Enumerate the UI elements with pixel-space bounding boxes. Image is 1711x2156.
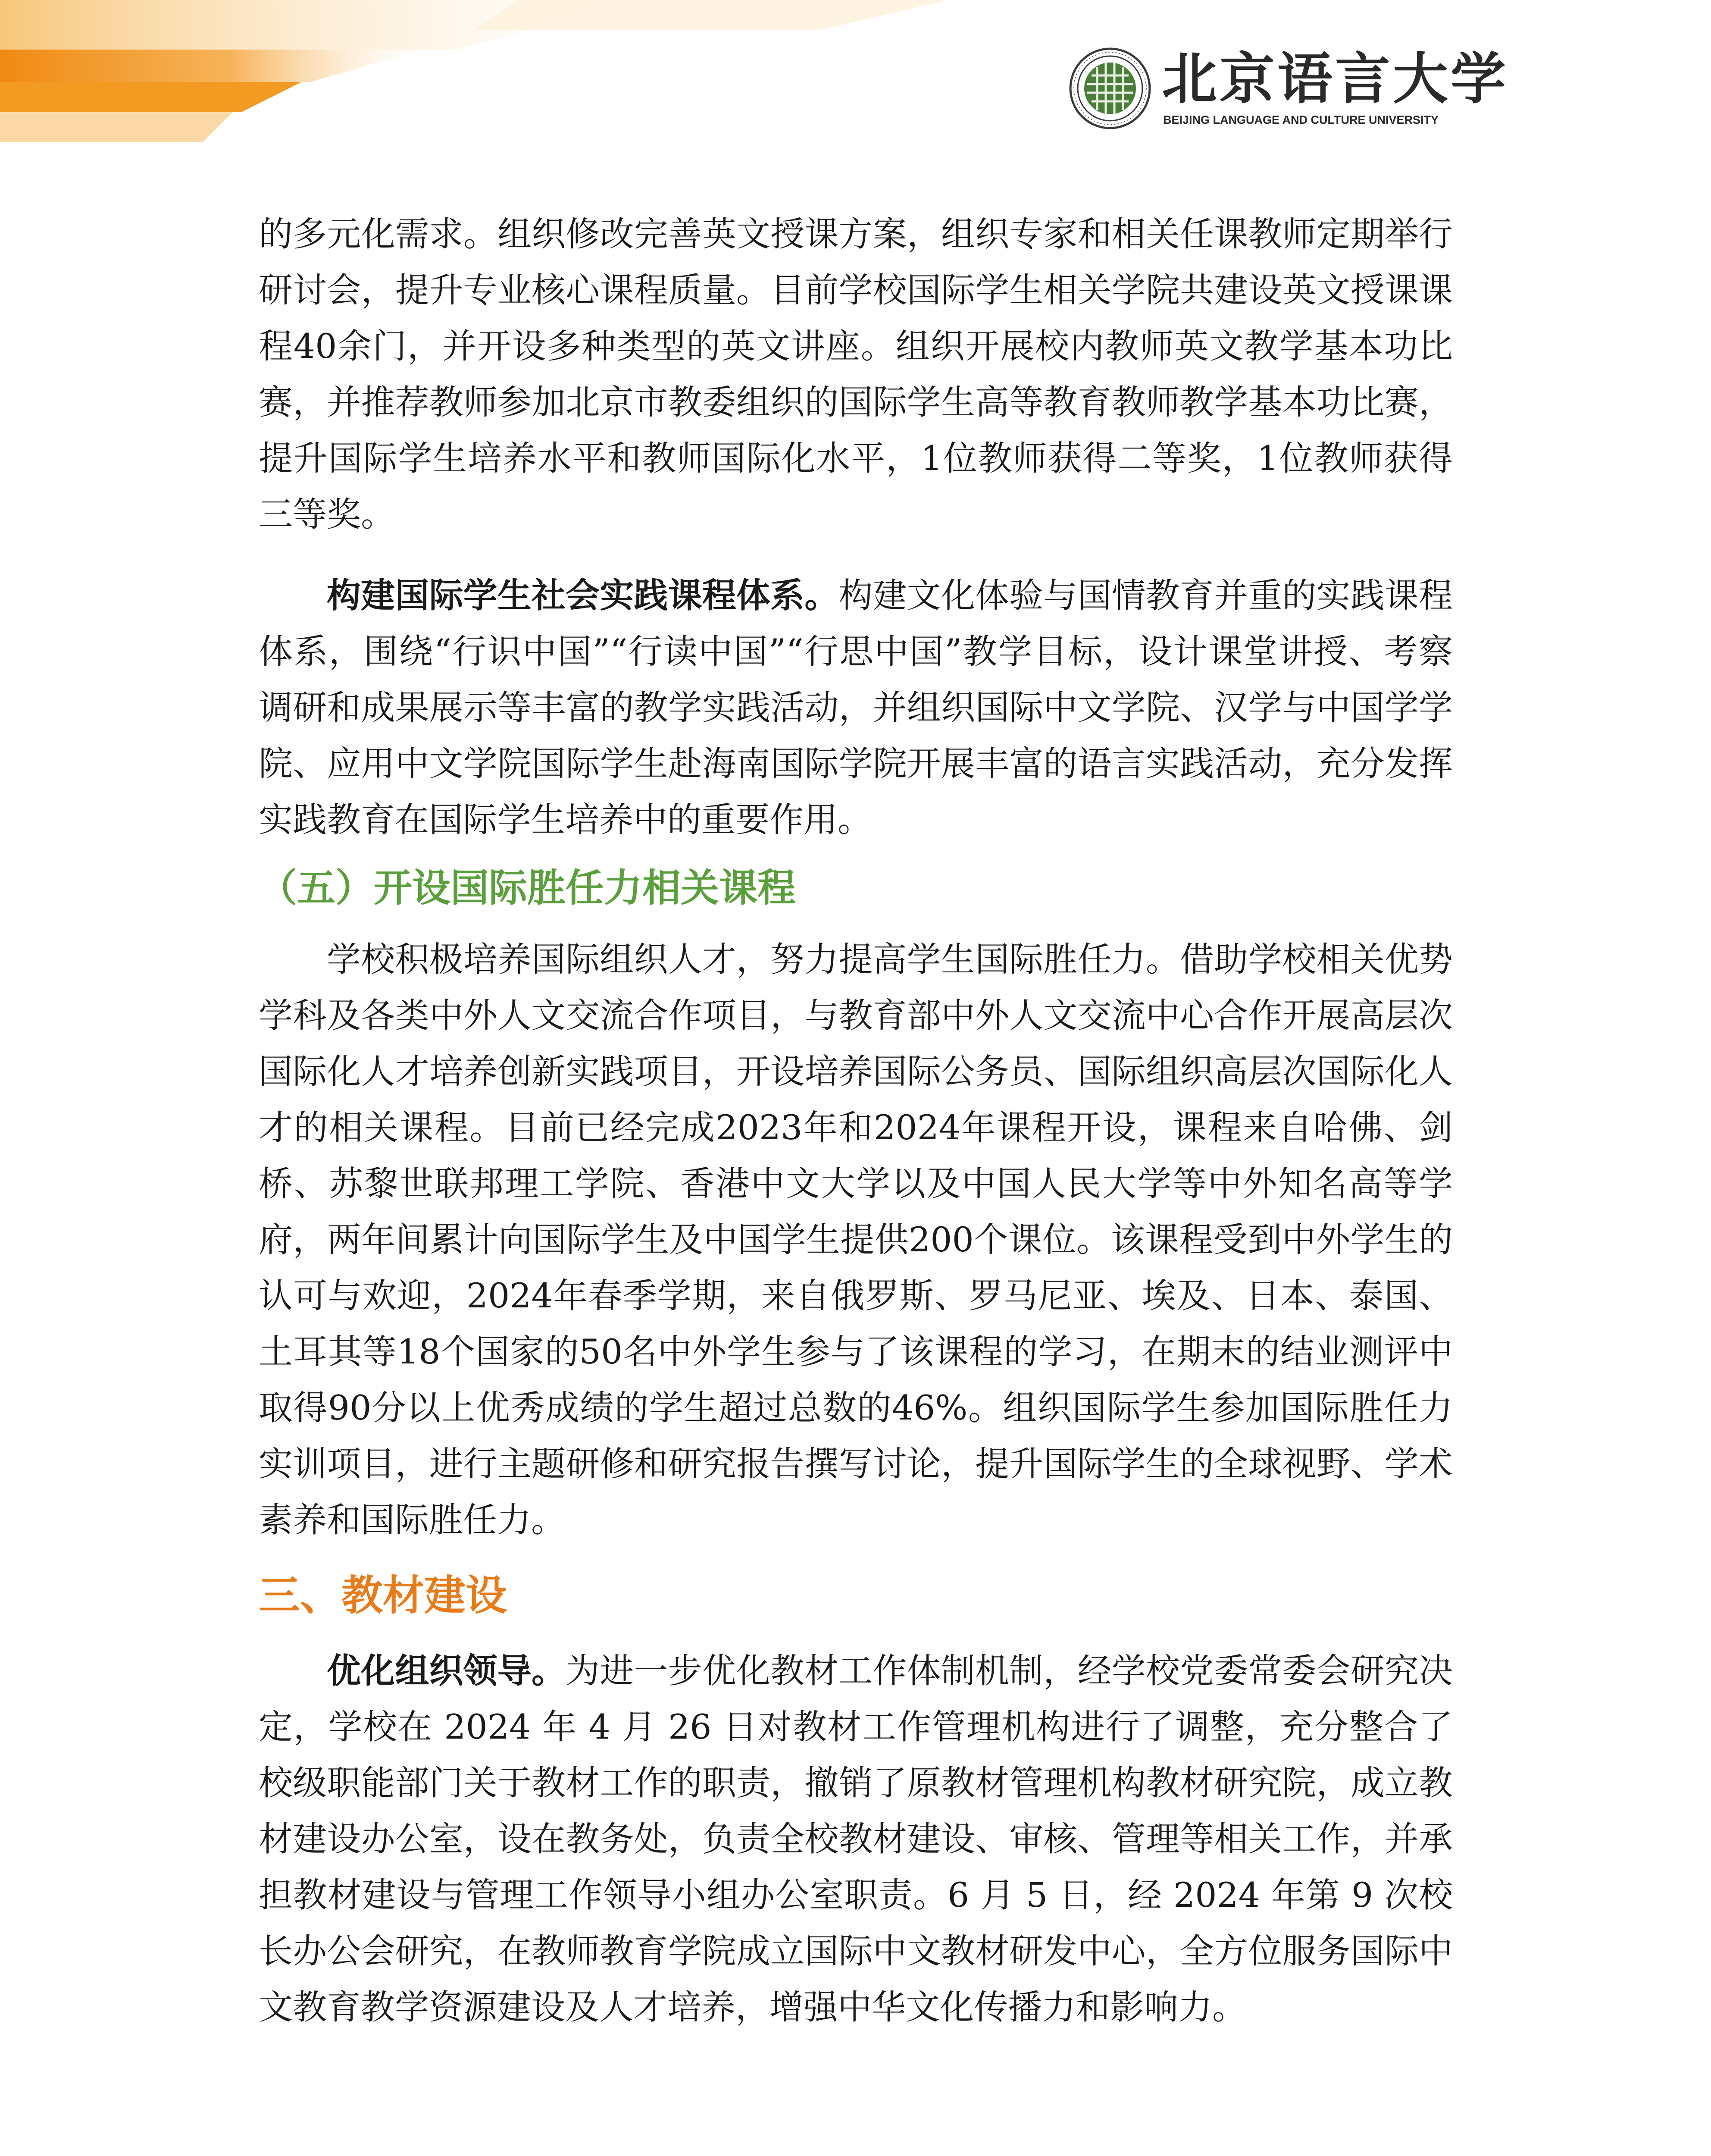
paragraph-text-social-practice: 构建文化体验与国情教育并重的实践课程体系，围绕“行识中国”“行读中国”“行思中国”教学目标，设计课堂讲授、考察调研和成果展示等丰富的教学实践活动，并组织国际中文学院、汉学与中国学学院、应用中文学院国际学生赴海南国际学院开展丰富的语言实践活动，充分发挥实践教育在国际学生培养中的重要作用。 bbox=[259, 576, 1453, 840]
paragraph-organization-leadership bbox=[259, 1643, 1453, 2035]
university-seal-icon bbox=[1069, 47, 1151, 129]
paragraph-global-competence: 学校积极培养国际组织人才，努力提高学生国际胜任力。借助学校相关优势学科及各类中外人文交流合作项目，与教育部中外人文交流中心合作开展高层次国际化人才培养创新实践项目，开设培养国际公务员、国际组织高层次国际化人才的相关课程。目前已经完成2023年和2024年课程开设，课程来自哈佛、剑桥、苏黎世联邦理工学院、香港中文大学以及中国人民大学等中外知名高等学府，两年间累计向国际学生及中国学生提供200个课位。该课程受到中外学生的认可与欢迎，2024年春季学期，来自俄罗斯、罗马尼亚、埃及、日本、泰国、土耳其等18个国家的50名中外学生参与了该课程的学习，在期末的结业测评中取得90分以上优秀成绩的学生超过总数的46%。组织国际学生参加国际胜任力实训项目，进行主题研修和研究报告撰写讨论，提升国际学生的全球视野、学术素养和国际胜任力。 bbox=[259, 940, 1453, 1540]
paragraph-text-organization-leadership: 为进一步优化教材工作体制机制，经学校党委常委会研究决定，学校在 2024 年 4 月 26 日对教材工作管理机构进行了调整，充分整合了校级职能部门关于教材工作的职责，撤销了原教材管理机构教材研究院，成立教材建设办公室，设在教务处，负责全校教材建设、审核、管理等相关工作，并承担教材建设与管理工作领导小组办公室职责。6 月 5 日，经 2024 年第 9 次校长办公会研究，在教师教育学院成立国际中文教材研发中心，全方位服务国际中文教育教学资源建设及人才培养，增强中华文化传播力和影响力。 bbox=[259, 1651, 1453, 2027]
university-name: 北京语言大学 bbox=[1162, 47, 1509, 111]
paragraph-lead-social-practice: 构建国际学生社会实践课程体系。 bbox=[327, 576, 839, 615]
section-heading-textbook-construction: 三、教材建设 bbox=[259, 1571, 507, 1620]
university-logo bbox=[1069, 45, 1517, 132]
university-name-english: BEIJING LANGUAGE AND CULTURE UNIVERSITY bbox=[1163, 113, 1439, 126]
paragraph-lead-organization-leadership: 优化组织领导。 bbox=[327, 1651, 566, 1691]
section-heading-global-competence: （五）开设国际胜任力相关课程 bbox=[259, 865, 796, 910]
page-body bbox=[259, 206, 1453, 2035]
paragraph-social-practice bbox=[259, 567, 1453, 848]
paragraph-english-courses: 的多元化需求。组织修改完善英文授课方案，组织专家和相关任课教师定期举行研讨会，提升专业核心课程质量。目前学校国际学生相关学院共建设英文授课课程40余门，并开设多种类型的英文讲座。组织开展校内教师英文教学基本功比赛，并推荐教师参加北京市教委组织的国际学生高等教育教师教学基本功比赛，提升国际学生培养水平和教师国际化水平，1位教师获得二等奖，1位教师获得三等奖。 bbox=[259, 214, 1453, 534]
